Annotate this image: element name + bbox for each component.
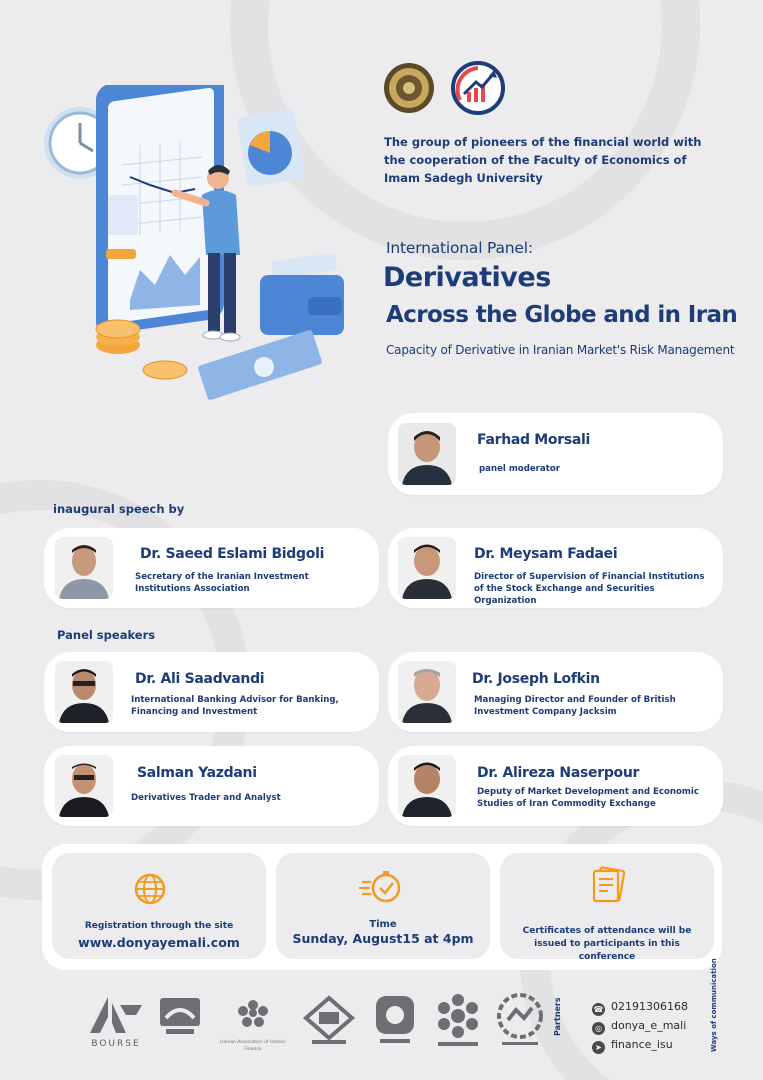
partner-caption: Iranian Association of Islamic Finance <box>220 1040 286 1052</box>
telegram-icon: ➤ <box>592 1041 605 1054</box>
speaker-role: Director of Supervision of Financial Institutions of the Stock Exchange and Securities Organization <box>474 572 705 606</box>
panel-label: Panel speakers <box>57 628 156 642</box>
inaugural-label: inaugural speech by <box>53 502 185 516</box>
ways-of-communication-label: Ways of communication <box>710 958 718 1052</box>
intro-text: The group of pioneers of the financial world with the cooperation of the Faculty of Economics of Imam Sadegh University <box>384 135 702 185</box>
partner-logo <box>302 994 356 1048</box>
finance-group-logo <box>450 60 506 116</box>
speaker-photo <box>55 537 113 599</box>
partners-label: Partners <box>553 997 562 1036</box>
moderator-role: panel moderator <box>479 464 560 474</box>
time-label: Time <box>369 919 397 930</box>
speaker-role: Managing Director and Founder of British Investment Company Jacksim <box>474 695 676 717</box>
speaker-photo <box>398 755 456 817</box>
speaker-photo <box>55 755 113 817</box>
registration-label: Registration through the site <box>84 921 234 931</box>
event-subtitle: Capacity of Derivative in Iranian Market's Risk Management <box>386 343 735 357</box>
bourse-logo <box>86 995 146 1051</box>
phone-icon: ☎ <box>593 1005 604 1014</box>
phone-contact[interactable] <box>592 1000 688 1016</box>
telegram-contact[interactable] <box>592 1038 673 1054</box>
time-value: Sunday, August15 at 4pm <box>292 931 474 946</box>
partner-logo <box>372 994 418 1050</box>
speaker-name: Dr. Alireza Naserpour <box>477 765 640 781</box>
speaker-name: Dr. Ali Saadvandi <box>135 671 265 687</box>
registration-link[interactable]: www.donyayemali.com <box>78 935 240 950</box>
instagram-handle: donya_e_mali <box>611 1019 687 1032</box>
event-title-line2: Across the Globe and in Iran <box>386 302 738 328</box>
partner-logo <box>158 996 202 1038</box>
moderator-photo <box>398 423 456 485</box>
partner-logo <box>494 992 546 1048</box>
event-title: Derivatives <box>383 262 551 293</box>
speaker-name: Dr. Saeed Eslami Bidgoli <box>140 546 325 562</box>
speaker-name: Dr. Meysam Fadaei <box>474 546 618 562</box>
speaker-role: Secretary of the Iranian Investment Institutions Association <box>135 572 309 594</box>
instagram-contact[interactable] <box>592 1019 686 1035</box>
speaker-photo <box>55 661 113 723</box>
phone-number: 02191306168 <box>611 1000 688 1013</box>
certificate-icon <box>590 865 628 905</box>
partner-logo <box>432 992 484 1052</box>
finance-illustration <box>30 85 360 405</box>
speaker-role: Deputy of Market Development and Economic Studies of Iran Commodity Exchange <box>477 787 699 809</box>
speaker-photo <box>398 537 456 599</box>
speaker-name: Dr. Joseph Lofkin <box>472 671 600 687</box>
speaker-role: Derivatives Trader and Analyst <box>131 793 281 803</box>
speaker-name: Salman Yazdani <box>137 765 257 781</box>
moderator-name: Farhad Morsali <box>477 432 591 448</box>
panel-kicker: International Panel: <box>386 239 533 257</box>
telegram-handle: finance_isu <box>611 1038 673 1051</box>
university-logo <box>383 62 435 114</box>
islamic-finance-association-logo <box>214 995 292 1055</box>
speaker-role: International Banking Advisor for Banking, Financing and Investment <box>131 695 339 717</box>
speaker-photo <box>398 661 456 723</box>
bourse-logo-text: BOURSE <box>91 1039 141 1049</box>
certificate-text: Certificates of attendance will be issued to participants in this conference <box>522 926 692 962</box>
instagram-icon: ◎ <box>592 1022 605 1035</box>
clock-icon <box>358 868 404 906</box>
globe-icon <box>132 871 168 907</box>
